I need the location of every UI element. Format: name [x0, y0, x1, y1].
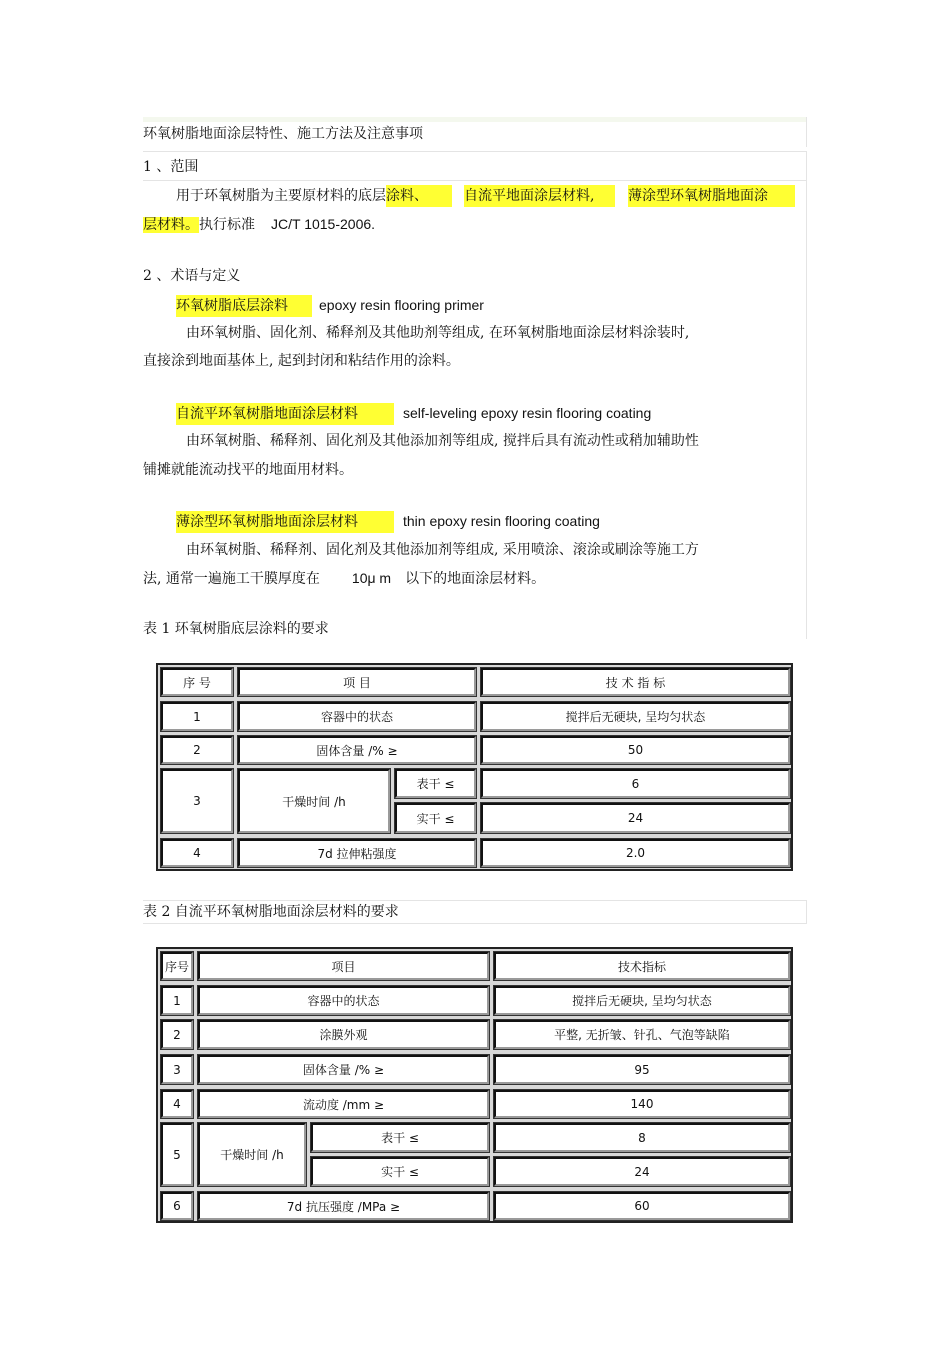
- right-rule: [806, 151, 807, 639]
- table2-cell: 5: [161, 1123, 193, 1186]
- table1-cell: 24: [481, 803, 790, 833]
- text: 法, 通常一遍施工干膜厚度在: [143, 571, 320, 587]
- term-en: self-leveling epoxy resin flooring coating: [403, 405, 652, 421]
- table2-cell: 95: [494, 1055, 790, 1084]
- table2-cell: 4: [161, 1090, 193, 1118]
- term1-def-1: 由环氧树脂、固化剂、稀释剂及其他助剂等组成, 在环氧树脂地面涂层材料涂装时,: [186, 325, 690, 341]
- term1-def-2: 直接涂到地面基体上, 起到封闭和粘结作用的涂料。: [143, 353, 460, 369]
- table2-cell: 流动度 /mm ≥: [198, 1090, 489, 1118]
- table1-cell: 6: [481, 769, 790, 798]
- scope-line-1: [176, 185, 795, 207]
- rule: [143, 900, 807, 901]
- section2-heading: 2 、术语与定义: [143, 268, 241, 284]
- table1-cell: 搅拌后无硬块, 呈均匀状态: [481, 702, 790, 731]
- table2-cell: 干燥时间 /h: [198, 1123, 306, 1186]
- term3: [176, 510, 600, 533]
- rule: [143, 151, 807, 152]
- table2-cell: 8: [494, 1123, 790, 1152]
- highlight-text: 薄涂型环氧树脂地面涂: [628, 185, 795, 207]
- table2-cell: 实干 ≤: [311, 1157, 489, 1186]
- term1: [176, 294, 484, 317]
- term-cn: 薄涂型环氧树脂地面涂层材料: [176, 511, 394, 533]
- term3-def-2: [143, 569, 545, 588]
- rule: [143, 180, 807, 181]
- term-en: epoxy resin flooring primer: [319, 297, 484, 313]
- table2-cell: 表干 ≤: [311, 1123, 489, 1152]
- table2-caption: 表 2 自流平环氧树脂地面涂层材料的要求: [143, 904, 399, 920]
- table2-cell: 7d 抗压强度 /MPa ≥: [198, 1192, 489, 1220]
- table2-cell: 2: [161, 1020, 193, 1049]
- table2-cell: 24: [494, 1157, 790, 1186]
- table1-header-no: 序 号: [161, 668, 233, 696]
- table1-cell: 固体含量 /% ≥: [238, 736, 476, 764]
- table2-cell: 固体含量 /% ≥: [198, 1055, 489, 1084]
- table1-cell: 3: [161, 769, 233, 833]
- term-en: thin epoxy resin flooring coating: [403, 513, 600, 529]
- table2-cell: 6: [161, 1192, 193, 1220]
- table2-cell: 容器中的状态: [198, 986, 489, 1015]
- table1-cell: 干燥时间 /h: [238, 769, 390, 833]
- term2-def-2: 铺摊就能流动找平的地面用材料。: [143, 462, 353, 478]
- table1-cell: 50: [481, 736, 790, 764]
- thickness-value: 10μ m: [351, 570, 392, 586]
- term2: [176, 402, 651, 425]
- term3-def-1: 由环氧树脂、稀释剂、固化剂及其他添加剂等组成, 采用喷涂、滚涂或刷涂等施工方: [186, 542, 699, 558]
- highlight-text: 自流平地面涂层材料,: [464, 185, 615, 207]
- section1-heading: 1 、范围: [143, 159, 199, 175]
- scope-line-2: [143, 213, 375, 236]
- table1-cell: 1: [161, 702, 233, 731]
- table2-header-spec: 技术指标: [494, 952, 790, 980]
- highlight-text: 层材料。: [143, 217, 199, 233]
- table1-header-spec: 技 术 指 标: [481, 668, 790, 696]
- doc-title: 环氧树脂地面涂层特性、施工方法及注意事项: [143, 126, 423, 142]
- table1-caption: 表 1 环氧树脂底层涂料的要求: [143, 621, 329, 637]
- rule: [143, 923, 807, 924]
- standard-label: 执行标准: [199, 217, 255, 233]
- table1-cell: 7d 拉伸粘强度: [238, 839, 476, 867]
- table1-cell: 2: [161, 736, 233, 764]
- table2-header-item: 项目: [198, 952, 489, 980]
- highlight-text: 涂料、: [386, 185, 452, 207]
- scope-text: 用于环氧树脂为主要原材料的底层: [176, 188, 386, 204]
- table1-cell: 实干 ≤: [395, 803, 476, 833]
- top-border: [143, 117, 807, 122]
- standard-code: JC/T 1015-2006.: [271, 216, 376, 232]
- table1-cell: 2.0: [481, 839, 790, 867]
- table2: [156, 947, 793, 1223]
- term2-def-1: 由环氧树脂、稀释剂、固化剂及其他添加剂等组成, 搅拌后具有流动性或稍加辅助性: [186, 433, 699, 449]
- table2-cell: 涂膜外观: [198, 1020, 489, 1049]
- table2-cell: 平整, 无折皱、针孔、气泡等缺陷: [494, 1020, 790, 1049]
- table2-cell: 搅拌后无硬块, 呈均匀状态: [494, 986, 790, 1015]
- table1-cell: 4: [161, 839, 233, 867]
- term-cn: 自流平环氧树脂地面涂层材料: [176, 403, 394, 425]
- right-rule: [806, 117, 807, 147]
- table2-header-no: 序号: [161, 952, 193, 980]
- right-rule: [806, 900, 807, 924]
- table2-cell: 1: [161, 986, 193, 1015]
- table2-cell: 140: [494, 1090, 790, 1118]
- table2-cell: 60: [494, 1192, 790, 1220]
- table1-header-item: 项 目: [238, 668, 476, 696]
- table1-cell: 容器中的状态: [238, 702, 476, 731]
- table1-cell: 表干 ≤: [395, 769, 476, 798]
- table2-cell: 3: [161, 1055, 193, 1084]
- term-cn: 环氧树脂底层涂料: [176, 295, 312, 317]
- table1: [156, 663, 793, 871]
- text: 以下的地面涂层材料。: [405, 571, 546, 587]
